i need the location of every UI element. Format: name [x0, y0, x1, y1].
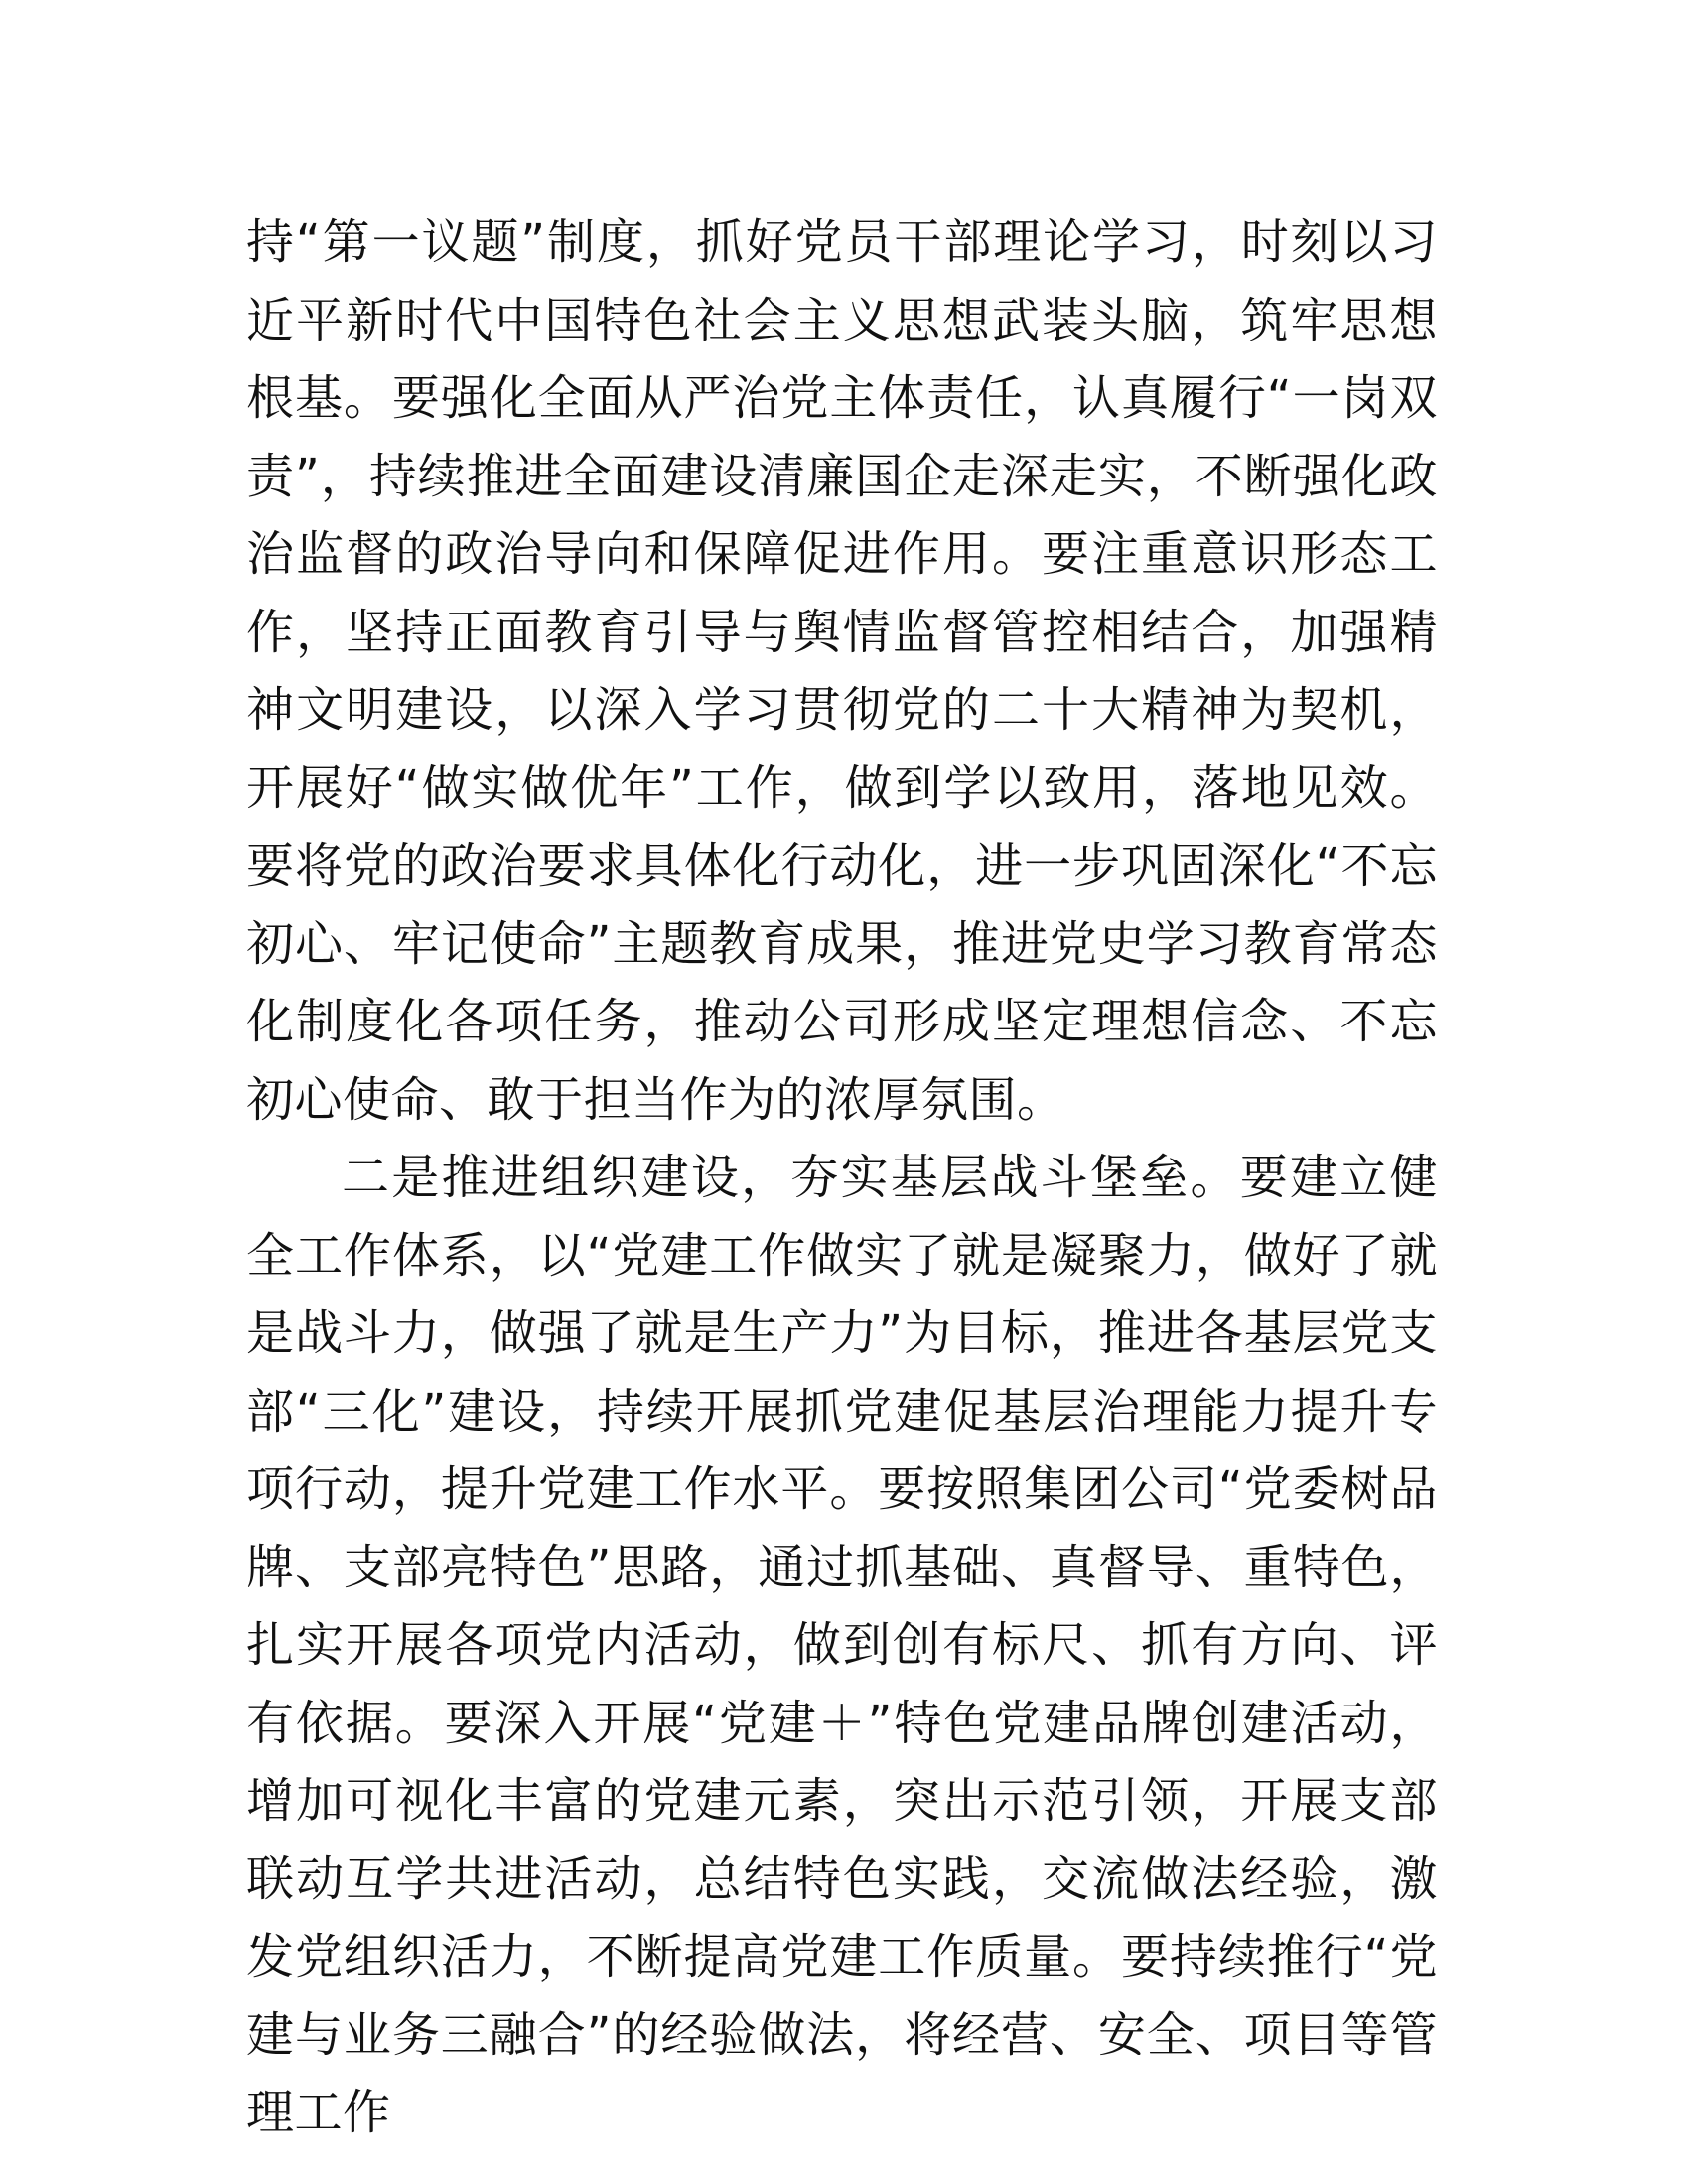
paragraph-continued: 持“第一议题”制度，抓好党员干部理论学习，时刻以习近平新时代中国特色社会主义思想武装头脑，筑牢思想根基。要强化全面从严治党主体责任，认真履行“一岗双责”，持续推进全面建设清廉国企走深走实，不断强化政治监督的政治导向和保障促进作用。要注重意识形态工作，坚持正面教育引导与舆情监督管控相结合，加强精神文明建设，以深入学习贯彻党的二十大精神为契机，开展好“做实做优年”工作，做到学以致用，落地见效。要将党的政治要求具体化行动化，进一步巩固深化“不忘初心、牢记使命”主题教育成果，推进党史学习教育常态化制度化各项任务，推动公司形成坚定理想信念、不忘初心使命、敢于担当作为的浓厚氛围。 [246, 214, 1438, 1128]
paragraph-organization-building: 二是推进组织建设，夯实基层战斗堡垒。要建立健全工作体系，以“党建工作做实了就是凝聚力，做好了就是战斗力，做强了就是生产力”为目标，推进各基层党支部“三化”建设，持续开展抓党建促基层治理能力提升专项行动，提升党建工作水平。要按照集团公司“党委树品牌、支部亮特色”思路，通过抓基础、真督导、重特色，扎实开展各项党内活动，做到创有标尺、抓有方向、评有依据。要深入开展“党建＋”特色党建品牌创建活动，增加可视化丰富的党建元素，突出示范引领，开展支部联动互学共进活动，总结特色实践，交流做法经验，激发党组织活力，不断提高党建工作质量。要持续推行“党建与业务三融合”的经验做法，将经营、安全、项目等管理工作 [246, 1150, 1438, 2140]
document-body [246, 204, 1438, 2152]
